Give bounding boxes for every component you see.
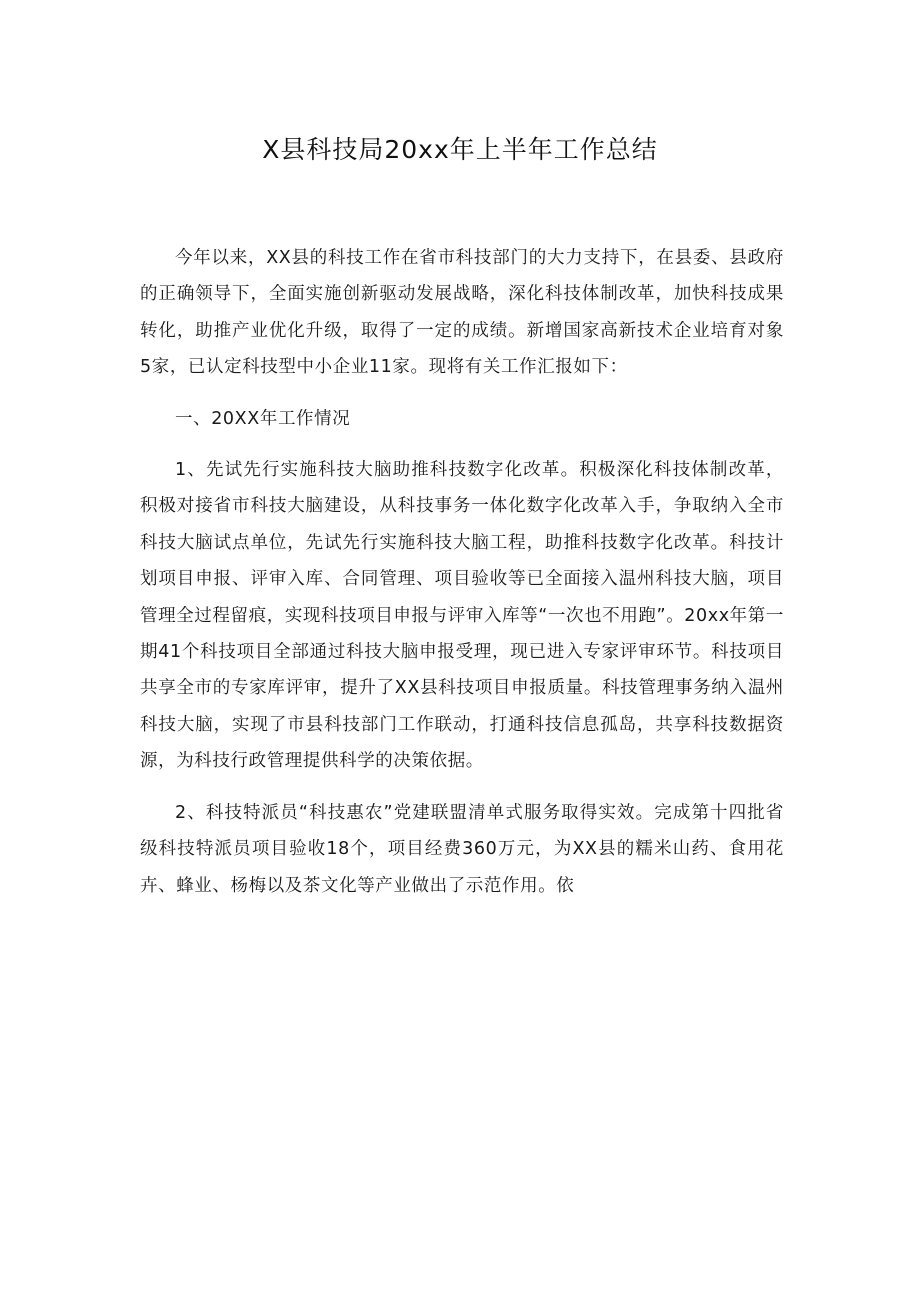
paragraph-item-2: 2、科技特派员“科技惠农”党建联盟清单式服务取得实效。完成第十四批省级科技特派员项目验收18个，项目经费360万元，为XX县的糯米山药、食用花卉、蜂业、杨梅以及茶文化等产业做出了示范作用。依 [140, 802, 784, 896]
document-title: X县科技局20xx年上半年工作总结 [262, 135, 658, 164]
intro-paragraph: 今年以来，XX县的科技工作在省市科技部门的大力支持下，在县委、县政府的正确领导下，全面实施创新驱动发展战略，深化科技体制改革，加快科技成果转化，助推产业优化升级，取得了一定的成绩。新增国家高新技术企业培育对象5家，已认定科技型中小企业11家。现将有关工作汇报如下： [140, 248, 784, 378]
section-heading: 一、20XX年工作情况 [175, 408, 351, 429]
document-body [140, 240, 784, 904]
paragraph-item-1: 1、先试先行实施科技大脑助推科技数字化改革。积极深化科技体制改革，积极对接省市科技大脑建设，从科技事务一体化数字化改革入手，争取纳入全市科技大脑试点单位，先试先行实施科技大脑工程，助推科技数字化改革。科技计划项目申报、评审入库、合同管理、项目验收等已全面接入温州科技大脑，项目管理全过程留痕，实现科技项目申报与评审入库等“一次也不用跑”。20xx年第一期41个科技项目全部通过科技大脑申报受理，现已进入专家评审环节。科技项目共享全市的专家库评审，提升了XX县科技项目申报质量。科技管理事务纳入温州科技大脑，实现了市县科技部门工作联动，打通科技信息孤岛，共享科技数据资源，为科技行政管理提供科学的决策依据。 [140, 460, 784, 772]
